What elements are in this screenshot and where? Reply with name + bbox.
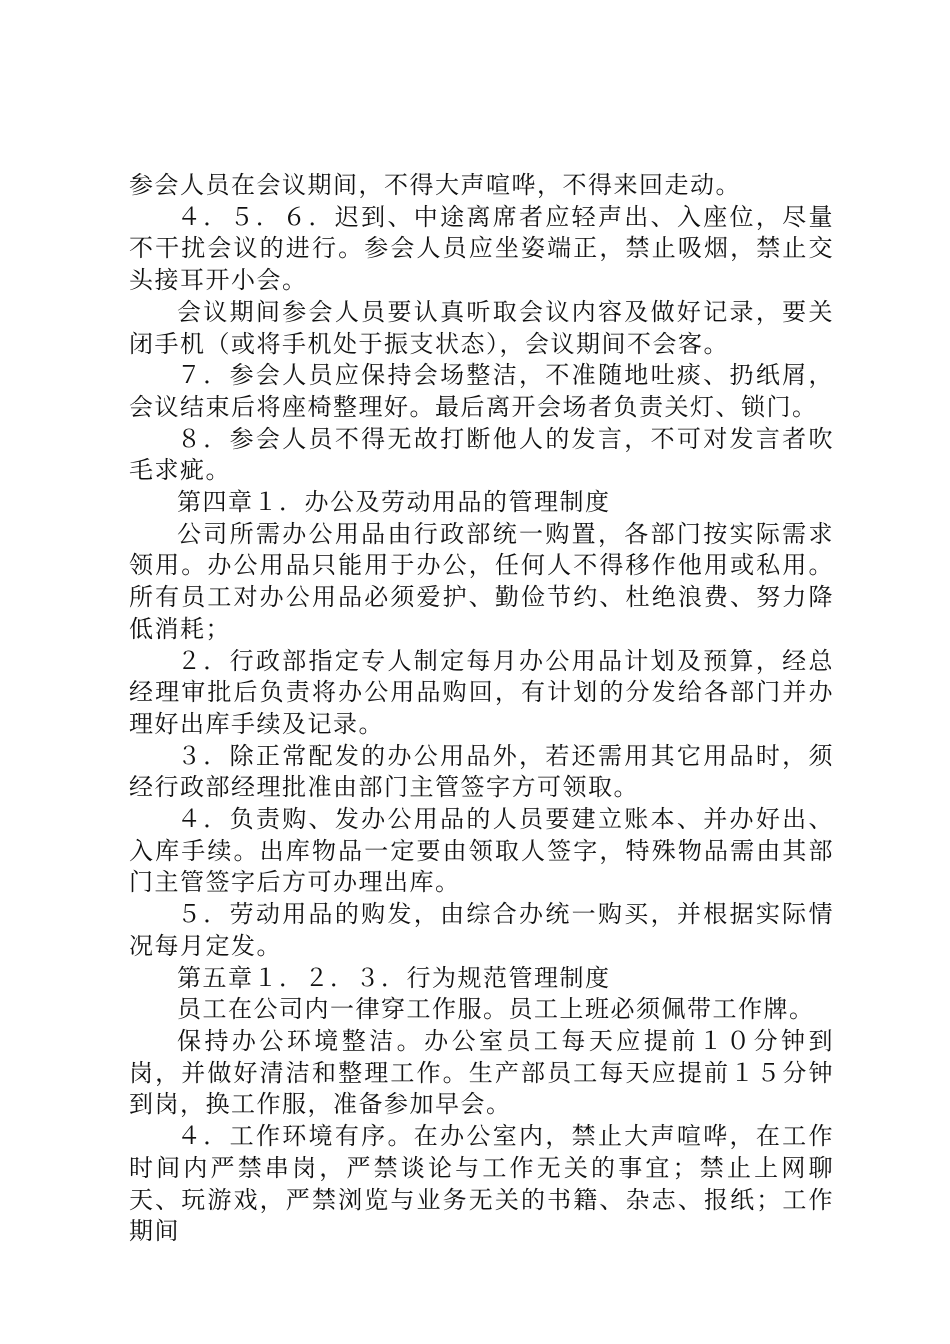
- paragraph-office-supplies: 公司所需办公用品由行政部统一购置，各部门按实际需求领用。办公用品只能用于办公，任何人不得移作他用或私用。所有员工对办公用品必须爱护、勤俭节约、杜绝浪费、努力降低消耗；: [129, 519, 834, 643]
- paragraph-4-5-6: ４．５．６．迟到、中途离席者应轻声出、入座位，尽量不干扰会议的进行。参会人员应坐姿端正，禁止吸烟，禁止交头接耳开小会。: [129, 202, 834, 295]
- chapter-4-heading: 第四章１．办公及劳动用品的管理制度: [177, 488, 611, 517]
- chapter-5-heading: 第五章１．２．３．行为规范管理制度: [177, 963, 611, 992]
- paragraph-uniform: 员工在公司内一律穿工作服。员工上班必须佩带工作牌。: [177, 995, 815, 1024]
- paragraph-8: ８．参会人员不得无故打断他人的发言，不可对发言者吹毛求疵。: [129, 424, 834, 485]
- paragraph-5: ５．劳动用品的购发，由综合办统一购买，并根据实际情况每月定发。: [129, 900, 834, 960]
- paragraph-7: ７．参会人员应保持会场整洁，不准随地吐痰、扔纸屑，会议结束后将座椅整理好。最后离开会场者负责关灯、锁门。: [129, 361, 834, 421]
- paragraph-4: ４．负责购、发办公用品的人员要建立账本、并办好出、入库手续。出库物品一定要由领取人签字，特殊物品需由其部门主管签字后方可办理出库。: [129, 805, 834, 897]
- paragraph-2: ２．行政部指定专人制定每月办公用品计划及预算，经总经理审批后负责将办公用品购回，有计划的分发给各部门并办理好出库手续及记录。: [129, 646, 834, 738]
- paragraph-work-environment: ４．工作环境有序。在办公室内，禁止大声喧哗，在工作时间内严禁串岗，严禁谈论与工作无关的事宜；禁止上网聊天、玩游戏，严禁浏览与业务无关的书籍、杂志、报纸；工作期间: [129, 1122, 834, 1246]
- paragraph-continuation: 参会人员在会议期间，不得大声喧哗，不得来回走动。: [129, 171, 741, 199]
- paragraph-cleanliness: 保持办公环境整洁。办公室员工每天应提前１０分钟到岗，并做好清洁和整理工作。生产部员工每天应提前１５分钟到岗，换工作服，准备参加早会。: [129, 1026, 834, 1119]
- paragraph-3: ３．除正常配发的办公用品外，若还需用其它用品时，须经行政部经理批准由部门主管签字方可领取。: [129, 741, 834, 802]
- paragraph-meeting-records: 会议期间参会人员要认真听取会议内容及做好记录，要关闭手机（或将手机处于振支状态），会议期间不会客。: [129, 297, 834, 358]
- document-body: [129, 170, 834, 1248]
